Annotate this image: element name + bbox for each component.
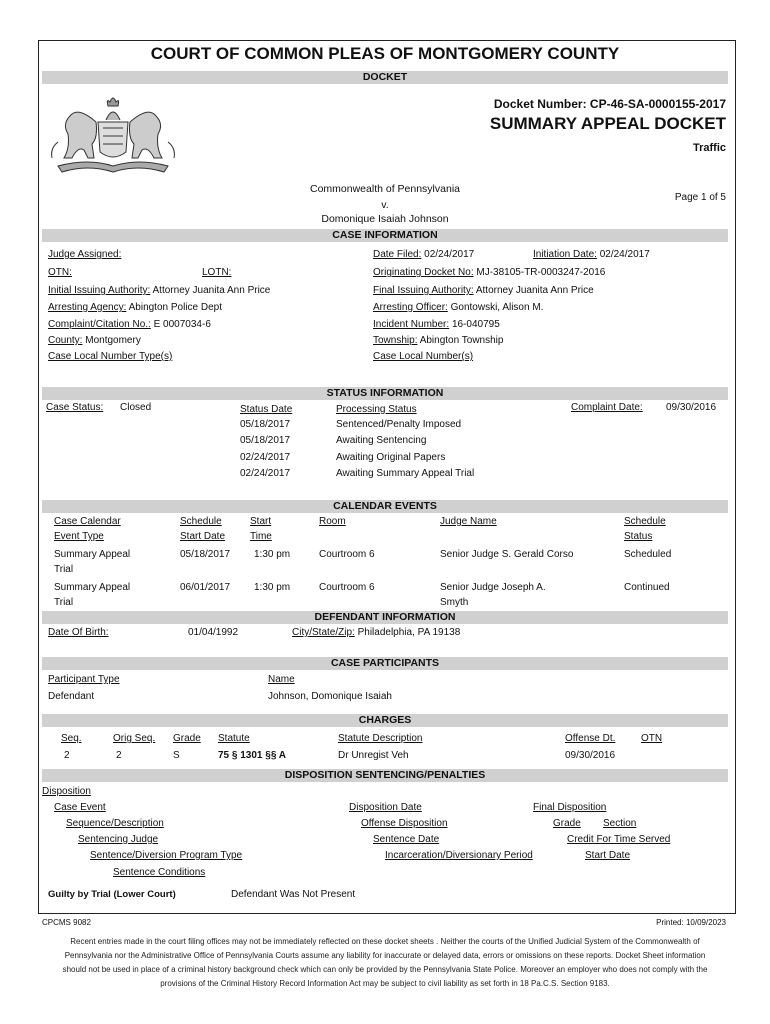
initial-authority-value: Attorney Juanita Ann Price xyxy=(152,285,271,296)
printed-date: Printed: 10/09/2023 xyxy=(656,918,726,927)
calendar-row-time: 1:30 pm xyxy=(254,549,291,560)
charge-col-seq: Seq. xyxy=(61,733,82,744)
participant-type: Defendant xyxy=(48,691,95,702)
disposition-date-label: Disposition Date xyxy=(349,802,422,813)
start-date-label: Start Date xyxy=(585,850,631,861)
credit-time-served-label: Credit For Time Served xyxy=(567,834,671,845)
calendar-row-room: Courtroom 6 xyxy=(319,582,375,593)
dob-label: Date Of Birth: xyxy=(48,627,109,638)
local-number-label: Case Local Number(s) xyxy=(373,351,474,362)
final-disposition-label: Final Disposition xyxy=(533,802,607,813)
charge-col-otn: OTN xyxy=(641,733,663,744)
complaint-citation-value: E 0007034-6 xyxy=(153,319,211,330)
status-row-date: 02/24/2017 xyxy=(240,468,291,479)
calendar-row-status: Scheduled xyxy=(624,549,672,560)
calendar-col-start-time: Start xyxy=(250,516,272,527)
disposition-label: Disposition xyxy=(42,786,91,797)
county-value: Montgomery xyxy=(85,335,141,346)
caption-defendant: Domonique Isaiah Johnson xyxy=(321,213,449,225)
case-info-bar: CASE INFORMATION xyxy=(42,229,728,242)
case-status-value: Closed xyxy=(120,402,152,413)
originating-docket-value: MJ-38105-TR-0003247-2016 xyxy=(476,267,606,278)
complaint-date-value: 09/30/2016 xyxy=(666,402,717,413)
calendar-col-start-date: Schedule xyxy=(180,516,222,527)
docket-number: Docket Number: CP-46-SA-0000155-2017 xyxy=(493,97,726,111)
participant-name: Johnson, Domonique Isaiah xyxy=(268,691,392,702)
status-date-label: Status Date xyxy=(240,404,293,415)
originating-docket-label: Originating Docket No: xyxy=(373,267,474,278)
calendar-row-status: Continued xyxy=(624,582,670,593)
originating-docket xyxy=(373,267,605,278)
charge-seq: 2 xyxy=(64,750,70,761)
calendar-row-date: 05/18/2017 xyxy=(180,549,231,560)
sequence-description-label: Sequence/Description xyxy=(66,818,164,829)
disposition-grade-label: Grade xyxy=(553,818,581,829)
docket-bar: DOCKET xyxy=(42,71,728,84)
calendar-row-date: 06/01/2017 xyxy=(180,582,231,593)
docket-type: SUMMARY APPEAL DOCKET xyxy=(489,114,726,133)
final-authority-label: Final Issuing Authority: xyxy=(373,285,474,296)
date-filed-label: Date Filed: xyxy=(373,249,422,260)
status-row-date: 05/18/2017 xyxy=(240,435,291,446)
calendar-row-event: Summary Appeal xyxy=(54,549,131,560)
court-title: COURT OF COMMON PLEAS OF MONTGOMERY COUNTY xyxy=(150,44,620,63)
status-row-date: 02/24/2017 xyxy=(240,452,291,463)
charge-statute: 75 § 1301 §§ A xyxy=(218,750,287,761)
township-value: Abington Township xyxy=(419,335,504,346)
incident-number-value: 16-040795 xyxy=(451,319,500,330)
charge-orig-seq: 2 xyxy=(116,750,122,761)
final-authority-value: Attorney Juanita Ann Price xyxy=(475,285,594,296)
disclaimer: Recent entries made in the court filing offices may not be immediately reflected on these docket sheets . Neither the courts of the Unified Judicial System of the Commonwealth of Pennsylvania nor the Administrative Office of Pennsylvania Courts assume any liability for inaccurate or delayed data, errors or omissions on these reports. Docket Sheet information should not be used in place of a criminal history background check which can only be provided by the Pennsylvania State Police. Moreover an employer who does not comply with the provisions of the Criminal History Record Information Act may be subject to civil liability as set forth in 18 Pa.C.S. Section 9183. xyxy=(62,937,708,988)
calendar-col-judge: Judge Name xyxy=(440,516,497,527)
disposition-section-label: Section xyxy=(603,818,637,829)
disposition-event-note: Defendant Was Not Present xyxy=(231,889,356,900)
calendar-col-room: Room xyxy=(319,516,346,527)
case-event-label: Case Event xyxy=(54,802,106,813)
calendar-row-event-2: Trial xyxy=(54,564,74,575)
date-filed xyxy=(373,249,474,260)
disposition-bar: DISPOSITION SENTENCING/PENALTIES xyxy=(42,769,728,782)
final-authority xyxy=(373,285,594,296)
sentence-date-label: Sentence Date xyxy=(373,834,440,845)
calendar-row-judge-2: Smyth xyxy=(440,597,469,608)
initial-authority xyxy=(48,285,270,296)
incarceration-period-label: Incarceration/Diversionary Period xyxy=(385,850,533,861)
status-row-status: Awaiting Summary Appeal Trial xyxy=(336,468,475,479)
city-state-zip-label: City/State/Zip: xyxy=(292,627,355,638)
calendar-row-event: Summary Appeal xyxy=(54,582,131,593)
calendar-row-judge: Senior Judge S. Gerald Corso xyxy=(440,549,574,560)
calendar-col-status-2: Status xyxy=(624,531,653,542)
case-participants-bar: CASE PARTICIPANTS xyxy=(42,657,728,670)
arresting-officer-label: Arresting Officer: xyxy=(373,302,448,313)
arresting-officer-value: Gontowski, Alison M. xyxy=(450,302,544,313)
status-row-status: Awaiting Original Papers xyxy=(336,452,446,463)
initiation-date-label: Initiation Date: xyxy=(533,249,597,260)
status-row-status: Sentenced/Penalty Imposed xyxy=(336,419,462,430)
city-state-zip xyxy=(292,627,460,638)
charge-col-description: Statute Description xyxy=(338,733,423,744)
calendar-col-event-type: Case Calendar xyxy=(54,516,121,527)
caption-plaintiff: Commonwealth of Pennsylvania xyxy=(310,183,460,195)
calendar-col-status: Schedule xyxy=(624,516,666,527)
charge-grade: S xyxy=(173,750,180,761)
complaint-date-label: Complaint Date: xyxy=(571,402,643,413)
participant-name-label: Name xyxy=(268,674,295,685)
otn-label: OTN: xyxy=(48,267,72,278)
offense-disposition-label: Offense Disposition xyxy=(361,818,448,829)
calendar-col-start-date-2: Start Date xyxy=(180,531,226,542)
date-filed-value: 02/24/2017 xyxy=(424,249,475,260)
incident-number xyxy=(373,319,500,330)
status-row-date: 05/18/2017 xyxy=(240,419,291,430)
calendar-row-event-2: Trial xyxy=(54,597,74,608)
caption-versus: v. xyxy=(381,199,389,211)
calendar-row-judge: Senior Judge Joseph A. xyxy=(440,582,546,593)
processing-status-label: Processing Status xyxy=(336,404,417,415)
defendant-info-bar: DEFENDANT INFORMATION xyxy=(42,611,728,624)
charge-description: Dr Unregist Veh xyxy=(338,750,409,761)
initiation-date-value: 02/24/2017 xyxy=(599,249,650,260)
calendar-row-time: 1:30 pm xyxy=(254,582,291,593)
charge-col-statute: Statute xyxy=(218,733,250,744)
case-category: Traffic xyxy=(692,142,726,154)
calendar-events-bar: CALENDAR EVENTS xyxy=(42,500,728,513)
initial-authority-label: Initial Issuing Authority: xyxy=(48,285,151,296)
sentence-conditions-label: Sentence Conditions xyxy=(113,867,206,878)
page-number: Page 1 of 5 xyxy=(674,192,726,203)
pennsylvania-seal-icon xyxy=(48,92,178,174)
county-label: County: xyxy=(48,335,83,346)
participant-type-label: Participant Type xyxy=(48,674,120,685)
charge-col-offense-date: Offense Dt. xyxy=(565,733,616,744)
case-status-label: Case Status: xyxy=(46,402,104,413)
initiation-date xyxy=(533,249,650,260)
lotn-label: LOTN: xyxy=(202,267,232,278)
arresting-officer xyxy=(373,302,543,313)
city-state-zip-value: Philadelphia, PA 19138 xyxy=(357,627,461,638)
local-number-type-label: Case Local Number Type(s) xyxy=(48,351,173,362)
calendar-row-room: Courtroom 6 xyxy=(319,549,375,560)
charges-bar: CHARGES xyxy=(42,714,728,727)
arresting-agency xyxy=(48,302,222,313)
calendar-col-start-time-2: Time xyxy=(250,531,272,542)
complaint-citation-label: Complaint/Citation No.: xyxy=(48,319,151,330)
dob-value: 01/04/1992 xyxy=(188,627,239,638)
sentencing-judge-label: Sentencing Judge xyxy=(78,834,159,845)
township-label: Township: xyxy=(373,335,418,346)
form-number: CPCMS 9082 xyxy=(42,918,91,927)
township xyxy=(373,335,503,346)
arresting-agency-value: Abington Police Dept xyxy=(128,302,223,313)
status-info-bar: STATUS INFORMATION xyxy=(42,387,728,400)
charge-col-grade: Grade xyxy=(173,733,201,744)
charge-offense-date: 09/30/2016 xyxy=(565,750,616,761)
charge-col-orig-seq: Orig Seq. xyxy=(113,733,156,744)
judge-assigned-label: Judge Assigned: xyxy=(48,249,122,260)
program-type-label: Sentence/Diversion Program Type xyxy=(90,850,243,861)
status-row-status: Awaiting Sentencing xyxy=(336,435,427,446)
arresting-agency-label: Arresting Agency: xyxy=(48,302,127,313)
county xyxy=(48,335,141,346)
calendar-col-event-type-2: Event Type xyxy=(54,531,104,542)
disposition-event: Guilty by Trial (Lower Court) xyxy=(48,889,176,900)
complaint-citation xyxy=(48,319,211,330)
incident-number-label: Incident Number: xyxy=(373,319,450,330)
